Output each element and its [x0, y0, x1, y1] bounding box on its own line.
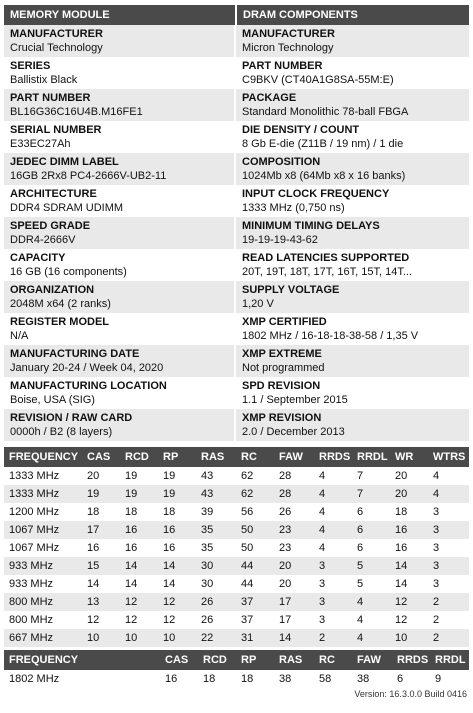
dram-field: [236, 249, 469, 281]
table-cell: 4: [319, 542, 326, 554]
dram-field-value: Not programmed: [242, 362, 325, 374]
dram-field: [236, 313, 469, 345]
table-cell: 16: [165, 673, 178, 685]
module-field: [4, 345, 236, 377]
table-cell: 23: [274, 521, 314, 539]
dram-field-value: 1,20 V: [242, 298, 274, 310]
module-field-value: E33EC27Ah: [10, 138, 71, 150]
module-field-value: Ballistix Black: [10, 74, 78, 86]
dram-field: [236, 217, 469, 249]
table-cell: 800 MHz: [4, 593, 82, 611]
module-field: [4, 185, 236, 217]
table-cell: 26: [201, 614, 214, 626]
column-header: WTRS: [428, 447, 469, 467]
table-cell: 12: [390, 593, 428, 611]
module-field-label: SPEED GRADE: [10, 220, 91, 232]
info-row: [4, 249, 469, 281]
column-header: CAS: [82, 447, 120, 467]
column-header: CAS: [160, 650, 198, 670]
table-cell: 1333 MHz: [4, 485, 82, 503]
table-cell: 18: [203, 673, 216, 685]
table-cell: 16: [390, 521, 428, 539]
table-cell: 37: [236, 593, 274, 611]
table-cell: 58: [319, 673, 332, 685]
dram-field: [236, 409, 469, 441]
table-cell: 5: [352, 557, 390, 575]
module-field-value: January 20-24 / Week 04, 2020: [10, 362, 164, 374]
table-cell: 18: [395, 506, 408, 518]
table-cell: 50: [241, 542, 254, 554]
table-cell: 10: [120, 629, 158, 647]
info-row: [4, 409, 469, 441]
module-field-value: 16GB 2Rx8 PC4-2666V-UB2-11: [10, 170, 167, 182]
table-cell: 933 MHz: [9, 578, 54, 590]
module-field: [4, 121, 236, 153]
module-field-label: REGISTER MODEL: [10, 316, 110, 328]
column-header: RAS: [274, 650, 314, 670]
table-cell: 800 MHz: [9, 614, 54, 626]
table-cell: 3: [319, 578, 326, 590]
table-cell: 12: [125, 614, 138, 626]
table-cell: 44: [236, 557, 274, 575]
dram-field-value: C9BKV (CT40A1G8SA-55M:E): [242, 74, 394, 86]
column-header: FAW: [274, 447, 314, 467]
table-cell: 12: [158, 593, 196, 611]
table-cell: 3: [319, 614, 326, 626]
info-row: [4, 57, 469, 89]
dram-field-value: 1333 MHz (0,750 ns): [242, 202, 345, 214]
table-cell: 16: [125, 542, 138, 554]
table-row: [4, 503, 469, 521]
info-row: [4, 345, 469, 377]
table-cell: 19: [163, 470, 176, 482]
table-cell: 3: [428, 521, 469, 539]
table-cell: 37: [241, 614, 254, 626]
table-cell: 23: [279, 542, 292, 554]
table-cell: 38: [279, 673, 292, 685]
dram-field-value: 2.0 / December 2013: [242, 426, 345, 438]
column-header: RCD: [198, 650, 236, 670]
table-row: [4, 467, 469, 485]
table-cell: 20: [274, 557, 314, 575]
table-cell: 17: [279, 614, 292, 626]
dram-field: [236, 377, 469, 409]
table-cell: 16: [163, 542, 176, 554]
table-cell: 28: [279, 470, 292, 482]
dram-field-value: 1.1 / September 2015: [242, 394, 348, 406]
module-field-label: SERIES: [10, 60, 51, 72]
table-cell: 4: [319, 506, 326, 518]
table-cell: 4: [357, 614, 364, 626]
column-header: RP: [236, 650, 274, 670]
table-cell: 4: [314, 485, 352, 503]
column-header: WR: [390, 447, 428, 467]
jedec-timing-table: [4, 447, 469, 647]
table-cell: 19: [82, 485, 120, 503]
module-field-value: 16 GB (16 components): [10, 266, 127, 278]
module-field-label: SERIAL NUMBER: [10, 124, 102, 136]
table-cell: 14: [163, 578, 176, 590]
table-cell: 1067 MHz: [4, 521, 82, 539]
table-cell: 62: [236, 485, 274, 503]
table-cell: 7: [357, 470, 364, 482]
table-cell: 3: [433, 542, 440, 554]
timing-header-row: [4, 447, 469, 467]
dram-field-label: PART NUMBER: [242, 60, 323, 72]
module-field-label: CAPACITY: [10, 252, 66, 264]
table-cell: 20: [390, 485, 428, 503]
spd-info-panel: [4, 25, 469, 441]
table-cell: 35: [201, 542, 214, 554]
module-field-label: JEDEC DIMM LABEL: [10, 156, 119, 168]
table-cell: 3: [314, 593, 352, 611]
version-label: Version: 16.3.0.0 Build 0416: [354, 689, 467, 699]
dram-field: [236, 153, 469, 185]
xmp-header-row: [4, 650, 469, 670]
info-row: [4, 121, 469, 153]
module-field-value: BL16G36C16U4B.M16FE1: [10, 106, 143, 118]
table-cell: 18: [163, 506, 176, 518]
table-cell: 14: [87, 578, 100, 590]
table-row: [4, 557, 469, 575]
column-header: RRDL: [352, 447, 390, 467]
dram-field: [236, 57, 469, 89]
table-cell: 9: [435, 673, 442, 685]
column-header: RRDS: [314, 447, 352, 467]
table-cell: 30: [201, 578, 214, 590]
module-field-label: ORGANIZATION: [10, 284, 95, 296]
table-cell: 35: [196, 521, 236, 539]
table-cell: 14: [390, 557, 428, 575]
table-cell: 4: [319, 470, 326, 482]
module-field: [4, 217, 236, 249]
table-cell: 18: [125, 506, 138, 518]
table-row: [4, 670, 469, 688]
table-cell: 30: [196, 557, 236, 575]
table-cell: 12: [120, 593, 158, 611]
table-cell: 38: [357, 673, 370, 685]
table-cell: 12: [395, 614, 408, 626]
dram-field-value: 20T, 19T, 18T, 17T, 16T, 15T, 14T...: [242, 266, 412, 278]
table-cell: 3: [433, 506, 440, 518]
table-cell: 20: [87, 470, 100, 482]
dram-field: [236, 89, 469, 121]
dram-field-label: SUPPLY VOLTAGE: [242, 284, 340, 296]
module-field-label: MANUFACTURING DATE: [10, 348, 140, 360]
dram-field-label: READ LATENCIES SUPPORTED: [242, 252, 410, 264]
table-cell: 15: [82, 557, 120, 575]
column-header: FAW: [352, 650, 392, 670]
module-field: [4, 313, 236, 345]
table-cell: 14: [395, 578, 408, 590]
table-cell: 4: [352, 629, 390, 647]
module-field-value: N/A: [10, 330, 29, 342]
table-cell: 14: [158, 557, 196, 575]
module-field: [4, 25, 236, 57]
info-row: [4, 153, 469, 185]
module-field-value: Boise, USA (SIG): [10, 394, 95, 406]
table-cell: 18: [87, 506, 100, 518]
table-cell: 10: [82, 629, 120, 647]
table-row: [4, 539, 469, 557]
table-cell: 19: [120, 485, 158, 503]
dram-field-value: Standard Monolithic 78-ball FBGA: [242, 106, 409, 118]
module-field-value: DDR4 SDRAM UDIMM: [10, 202, 124, 214]
table-cell: 22: [196, 629, 236, 647]
table-cell: 17: [82, 521, 120, 539]
table-cell: 2: [314, 629, 352, 647]
table-cell: 12: [87, 614, 100, 626]
module-field-label: MANUFACTURING LOCATION: [10, 380, 167, 392]
dram-field-label: INPUT CLOCK FREQUENCY: [242, 188, 390, 200]
table-cell: 19: [125, 470, 138, 482]
dram-field: [236, 121, 469, 153]
dram-field: [236, 345, 469, 377]
dram-field-value: 1802 MHz / 16-18-18-38-58 / 1,35 V: [242, 330, 419, 342]
table-row: [4, 611, 469, 629]
table-cell: 16: [87, 542, 100, 554]
column-header: RCD: [120, 447, 158, 467]
module-field: [4, 377, 236, 409]
module-field-label: REVISION / RAW CARD: [10, 412, 133, 424]
table-cell: 14: [274, 629, 314, 647]
info-row: [4, 377, 469, 409]
table-cell: 16: [120, 521, 158, 539]
column-header: FREQUENCY: [4, 447, 82, 467]
info-row: [4, 281, 469, 313]
table-cell: 1067 MHz: [9, 542, 60, 554]
dram-field: [236, 25, 469, 57]
module-field: [4, 89, 236, 121]
table-cell: 17: [274, 593, 314, 611]
table-cell: 2: [428, 593, 469, 611]
table-cell: 3: [314, 557, 352, 575]
table-cell: 4: [428, 485, 469, 503]
module-field-value: 2048M x64 (2 ranks): [10, 298, 111, 310]
table-cell: 14: [120, 557, 158, 575]
table-cell: 10: [158, 629, 196, 647]
table-cell: 4: [433, 470, 440, 482]
dram-field-label: DIE DENSITY / COUNT: [242, 124, 360, 136]
xmp-timing-table: [4, 650, 469, 688]
dram-field-label: MINIMUM TIMING DELAYS: [242, 220, 380, 232]
column-header: RAS: [196, 447, 236, 467]
module-field-label: PART NUMBER: [10, 92, 91, 104]
dram-field-value: Micron Technology: [242, 42, 334, 54]
module-field-value: 0000h / B2 (8 layers): [10, 426, 113, 438]
table-cell: 26: [279, 506, 292, 518]
table-cell: 14: [125, 578, 138, 590]
table-cell: 3: [428, 557, 469, 575]
table-cell: 43: [201, 470, 214, 482]
table-cell: 16: [395, 542, 408, 554]
dram-components-header: DRAM COMPONENTS: [237, 5, 469, 25]
table-cell: 19: [158, 485, 196, 503]
table-cell: 2: [433, 614, 440, 626]
table-cell: 20: [279, 578, 292, 590]
table-cell: 62: [241, 470, 254, 482]
table-cell: 2: [428, 629, 469, 647]
dram-field-value: 1024Mb x8 (64Mb x8 x 16 banks): [242, 170, 406, 182]
module-field: [4, 249, 236, 281]
table-row: [4, 521, 469, 539]
info-row: [4, 89, 469, 121]
column-header: RC: [236, 447, 274, 467]
column-header: RRDL: [430, 650, 469, 670]
module-field-value: DDR4-2666V: [10, 234, 76, 246]
module-field: [4, 281, 236, 313]
table-cell: 1802 MHz: [9, 673, 60, 685]
info-row: [4, 313, 469, 345]
table-cell: 1200 MHz: [9, 506, 60, 518]
dram-field-label: SPD REVISION: [242, 380, 321, 392]
column-header: RP: [158, 447, 196, 467]
table-row: [4, 593, 469, 611]
dram-field-label: XMP EXTREME: [242, 348, 322, 360]
table-cell: 4: [352, 593, 390, 611]
dram-field-label: XMP CERTIFIED: [242, 316, 327, 328]
table-cell: 12: [163, 614, 176, 626]
dram-field: [236, 281, 469, 313]
table-cell: 13: [82, 593, 120, 611]
table-cell: 667 MHz: [4, 629, 82, 647]
table-cell: 43: [196, 485, 236, 503]
table-cell: 933 MHz: [4, 557, 82, 575]
table-cell: 6: [357, 506, 364, 518]
column-header: RRDS: [392, 650, 430, 670]
dram-field-value: 8 Gb E-die (Z11B / 19 nm) / 1 die: [242, 138, 404, 150]
table-cell: 3: [433, 578, 440, 590]
dram-field-value: 19-19-19-43-62: [242, 234, 318, 246]
info-row: [4, 185, 469, 217]
table-row: [4, 485, 469, 503]
dram-field: [236, 185, 469, 217]
memory-module-header: MEMORY MODULE: [4, 5, 235, 25]
dram-field-label: PACKAGE: [242, 92, 297, 104]
module-field-label: MANUFACTURER: [10, 28, 103, 40]
dram-field-label: COMPOSITION: [242, 156, 321, 168]
table-cell: 16: [158, 521, 196, 539]
table-cell: 31: [236, 629, 274, 647]
table-row: [4, 629, 469, 647]
table-cell: 44: [241, 578, 254, 590]
module-field: [4, 57, 236, 89]
table-cell: 28: [274, 485, 314, 503]
module-field-value: Crucial Technology: [10, 42, 103, 54]
table-cell: 10: [390, 629, 428, 647]
table-cell: 5: [357, 578, 364, 590]
table-cell: 56: [241, 506, 254, 518]
table-cell: 26: [196, 593, 236, 611]
module-field: [4, 409, 236, 441]
table-cell: 1333 MHz: [9, 470, 60, 482]
info-row: [4, 25, 469, 57]
table-cell: 7: [352, 485, 390, 503]
dram-field-label: MANUFACTURER: [242, 28, 335, 40]
dram-field-label: XMP REVISION: [242, 412, 322, 424]
table-cell: 6: [352, 521, 390, 539]
table-cell: 4: [314, 521, 352, 539]
column-header: RC: [314, 650, 352, 670]
table-cell: 39: [201, 506, 214, 518]
table-cell: 18: [241, 673, 254, 685]
column-header: FREQUENCY: [4, 650, 160, 670]
module-field-label: ARCHITECTURE: [10, 188, 97, 200]
module-field: [4, 153, 236, 185]
table-row: [4, 575, 469, 593]
table-cell: 20: [395, 470, 408, 482]
info-row: [4, 217, 469, 249]
table-cell: 6: [357, 542, 364, 554]
table-cell: 6: [397, 673, 404, 685]
table-cell: 50: [236, 521, 274, 539]
